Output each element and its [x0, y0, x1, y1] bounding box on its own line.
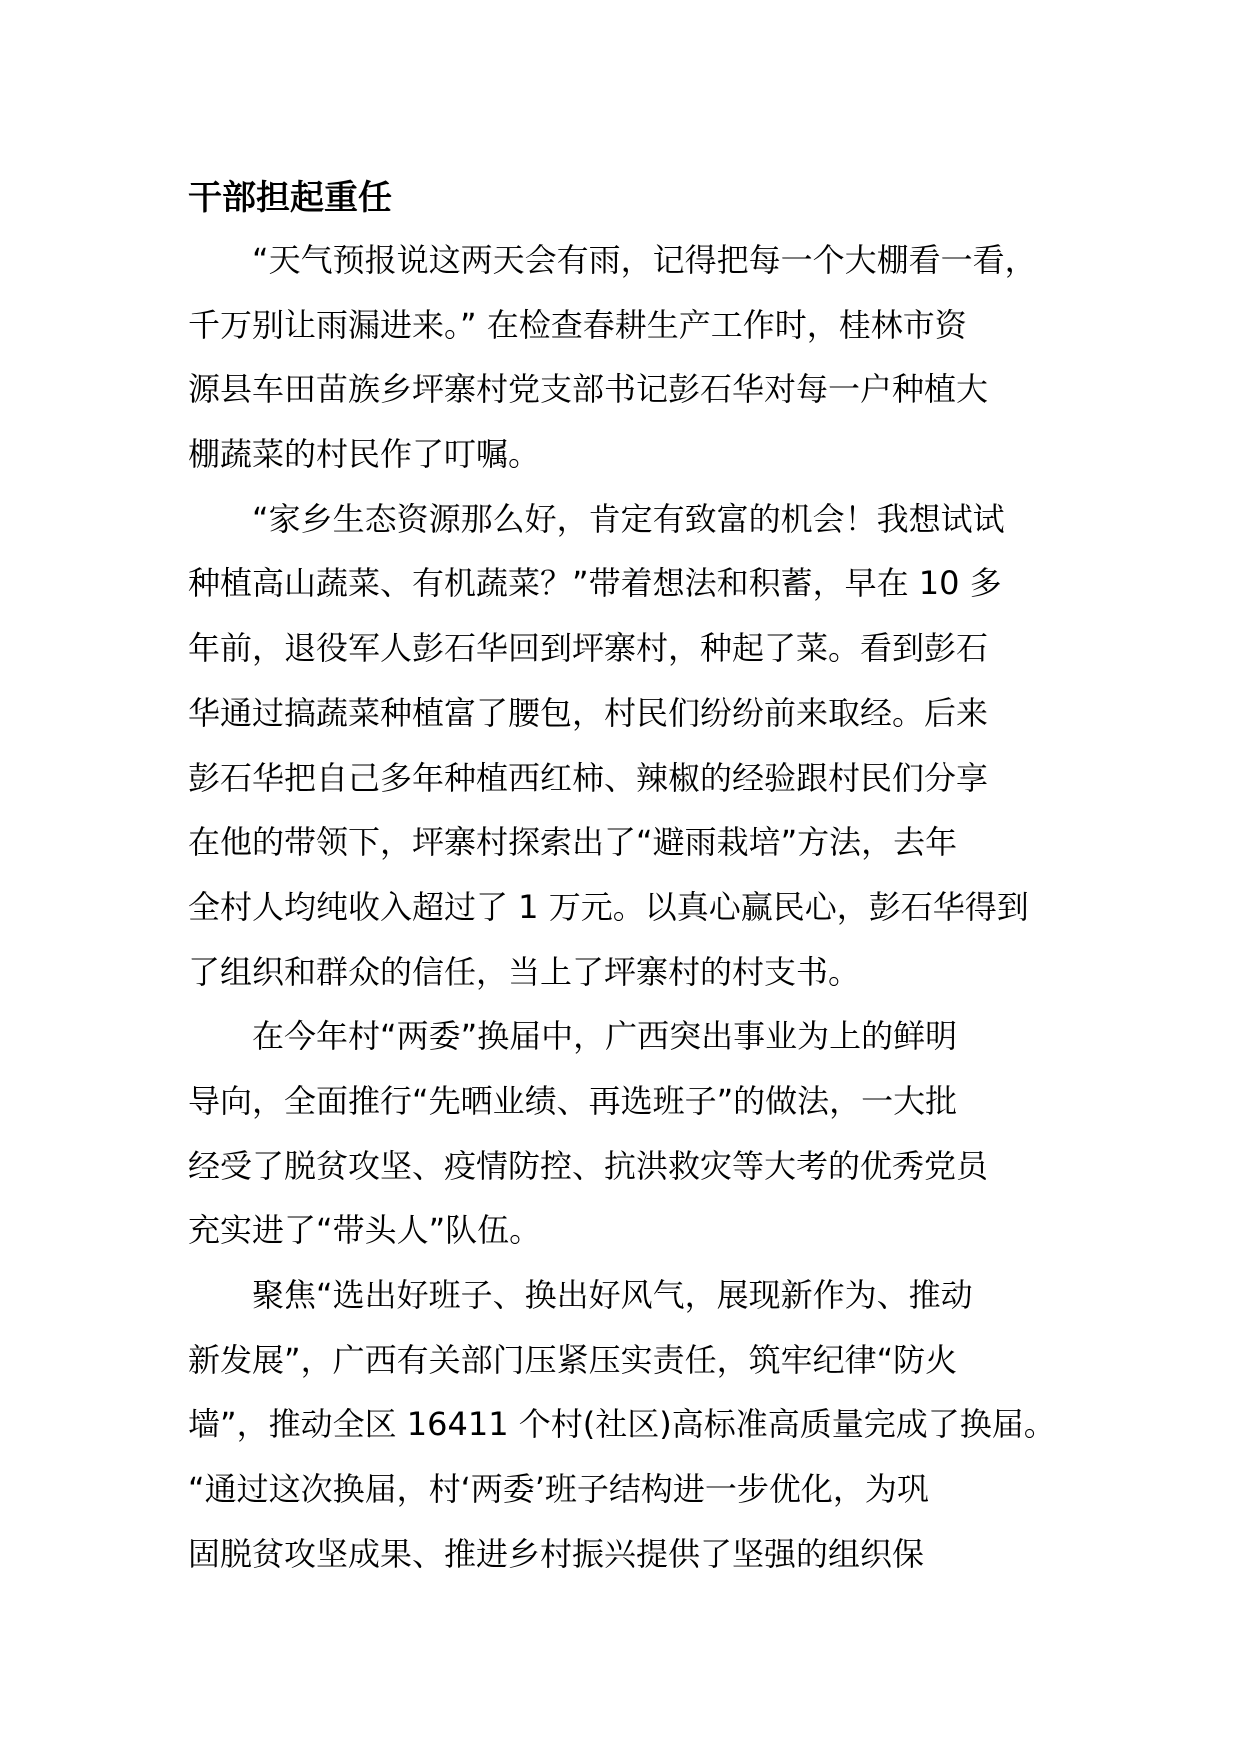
paragraph-line: 千万别让雨漏进来。” 在检查春耕生产工作时，桂林市资: [188, 305, 967, 344]
paragraph-1: [188, 228, 1088, 487]
paragraph-2: [188, 487, 1088, 1005]
paragraph-line: 种植高山蔬菜、有机蔬菜？”带着想法和积蓄，早在 10 多: [188, 564, 1002, 603]
paragraph-line: 聚焦“选出好班子、换出好风气，展现新作为、推动: [252, 1276, 973, 1314]
paragraph-line: 充实进了“带头人”队伍。: [188, 1211, 542, 1250]
paragraph-line: “天气预报说这两天会有雨，记得把每一个大棚看一看，: [252, 241, 1037, 279]
paragraph-line: 源县车田苗族乡坪寨村党支部书记彭石华对每一户种植大: [188, 370, 989, 409]
paragraph-line: 彭石华把自己多年种植西红柿、辣椒的经验跟村民们分享: [188, 758, 989, 797]
document-body: [188, 168, 1088, 1586]
paragraph-line: “家乡生态资源那么好，肯定有致富的机会！我想试试: [252, 499, 1005, 538]
paragraph-line: 了组织和群众的信任，当上了坪寨村的村支书。: [188, 952, 861, 991]
paragraph-line: “通过这次换届，村‘两委’班子结构进一步优化，为巩: [188, 1470, 929, 1509]
paragraph-line: 新发展”，广西有关部门压紧压实责任，筑牢纪律“防火: [188, 1340, 958, 1379]
paragraph-line: 棚蔬菜的村民作了叮嘱。: [188, 435, 541, 474]
paragraph-line: 年前，退役军人彭石华回到坪寨村，种起了菜。看到彭石: [188, 629, 989, 668]
paragraph-line: 导向，全面推行“先晒业绩、再选班子”的做法，一大批: [188, 1081, 958, 1120]
paragraph-line: 固脱贫攻坚成果、推进乡村振兴提供了坚强的组织保: [188, 1534, 925, 1573]
section-heading: 干部担起重任: [188, 178, 392, 218]
paragraph-line: 全村人均纯收入超过了 1 万元。以真心赢民心，彭石华得到: [188, 887, 1029, 926]
paragraph-4: [188, 1263, 1088, 1586]
paragraph-line: 在他的带领下，坪寨村探索出了“避雨栽培”方法，去年: [188, 823, 958, 862]
paragraph-line: 墙”，推动全区 16411 个村(社区)高标准高质量完成了换届。: [188, 1405, 1056, 1444]
paragraph-3: [188, 1004, 1088, 1263]
paragraph-line: 华通过搞蔬菜种植富了腰包，村民们纷纷前来取经。后来: [188, 693, 989, 732]
paragraph-line: 经受了脱贫攻坚、疫情防控、抗洪救灾等大考的优秀党员: [188, 1146, 989, 1185]
paragraph-line: 在今年村“两委”换届中，广西突出事业为上的鲜明: [252, 1017, 958, 1056]
